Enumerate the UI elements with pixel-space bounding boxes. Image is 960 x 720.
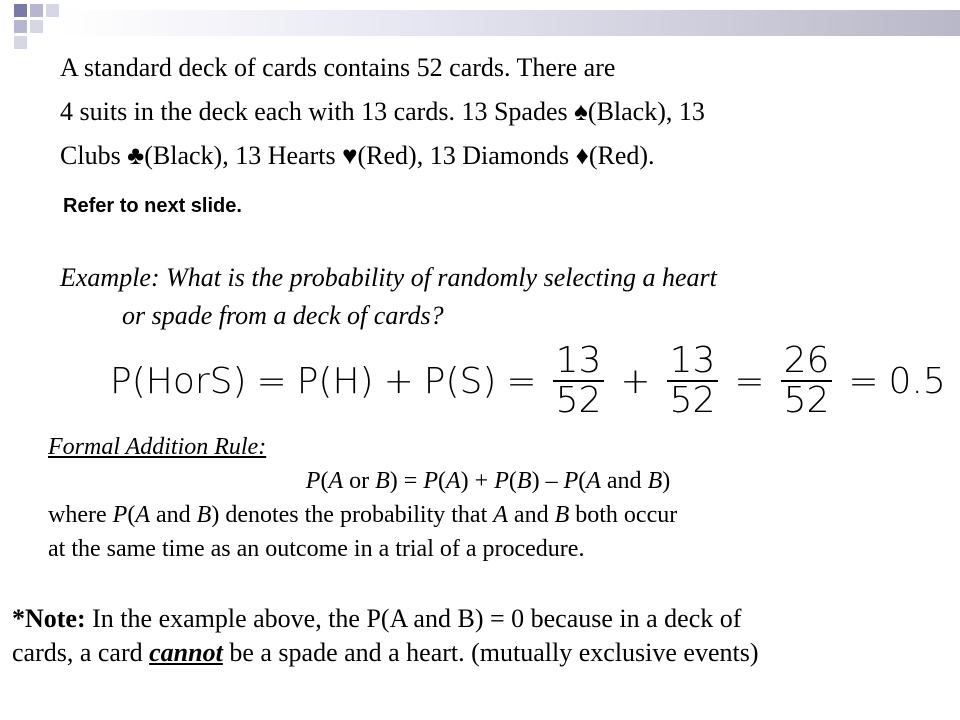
fraction-sum-numerator: 26 bbox=[783, 340, 830, 381]
decor-square-2 bbox=[30, 4, 43, 17]
formula-result: 0.5 bbox=[888, 360, 946, 402]
formula-lhs: P(HorS) bbox=[110, 360, 247, 402]
decor-square-5 bbox=[30, 20, 43, 33]
decor-square-6 bbox=[14, 36, 27, 49]
formula-plus-2: + bbox=[620, 360, 651, 402]
fraction-spades-numerator: 13 bbox=[669, 340, 716, 381]
formal-rule-explanation-1: where P(A and B) denotes the probability that A and B both occur bbox=[48, 502, 678, 528]
probability-formula bbox=[110, 336, 946, 426]
note-text-2: cards, a card bbox=[12, 638, 143, 667]
formal-rule-title: Formal Addition Rule: bbox=[48, 434, 267, 460]
header-gradient-bar bbox=[60, 10, 960, 36]
formula-equals-4: = bbox=[848, 360, 879, 402]
formula-equals-2: = bbox=[506, 360, 537, 402]
fraction-hearts-numerator: 13 bbox=[555, 340, 602, 381]
fraction-hearts bbox=[553, 342, 605, 420]
formula-equals-3: = bbox=[734, 360, 765, 402]
intro-paragraph bbox=[60, 46, 940, 178]
note-text-1: In the example above, the P(A and B) = 0 because in a deck of bbox=[92, 604, 742, 633]
example-line-2: or spade from a deck of cards? bbox=[122, 301, 444, 330]
note-emphasis-cannot: cannot bbox=[149, 638, 223, 667]
decor-square-1 bbox=[14, 4, 27, 17]
example-line-1: Example: What is the probability of randomly selecting a heart bbox=[60, 263, 717, 292]
note-label: *Note: bbox=[12, 604, 86, 633]
formula-plus-1: + bbox=[383, 360, 414, 402]
formula-ph: P(H) bbox=[296, 360, 374, 402]
intro-line-2: 4 suits in the deck each with 13 cards. 13 Spades ♠(Black), 13 bbox=[60, 97, 705, 126]
formal-rule-explanation-2: at the same time as an outcome in a trial of a procedure. bbox=[48, 536, 585, 562]
note-paragraph bbox=[12, 602, 952, 670]
intro-line-3: Clubs ♣(Black), 13 Hearts ♥(Red), 13 Diamonds ♦(Red). bbox=[60, 141, 655, 170]
formula-equals-1: = bbox=[256, 360, 287, 402]
fraction-hearts-denominator: 52 bbox=[553, 380, 605, 420]
fraction-sum bbox=[781, 342, 833, 420]
decor-square-3 bbox=[46, 4, 59, 17]
fraction-spades-denominator: 52 bbox=[667, 380, 719, 420]
formula-ps: P(S) bbox=[423, 360, 497, 402]
intro-line-1: A standard deck of cards contains 52 cards. There are bbox=[60, 53, 616, 82]
fraction-spades bbox=[667, 342, 719, 420]
decor-square-4 bbox=[14, 20, 27, 33]
formal-addition-rule bbox=[48, 430, 928, 566]
refer-next-slide: Refer to next slide. bbox=[63, 195, 242, 217]
formal-rule-equation: P(A or B) = P(A) + P(B) – P(A and B) bbox=[305, 468, 671, 494]
note-text-3: be a spade and a heart. (mutually exclusive events) bbox=[229, 638, 759, 667]
fraction-sum-denominator: 52 bbox=[781, 380, 833, 420]
example-question bbox=[60, 259, 920, 335]
